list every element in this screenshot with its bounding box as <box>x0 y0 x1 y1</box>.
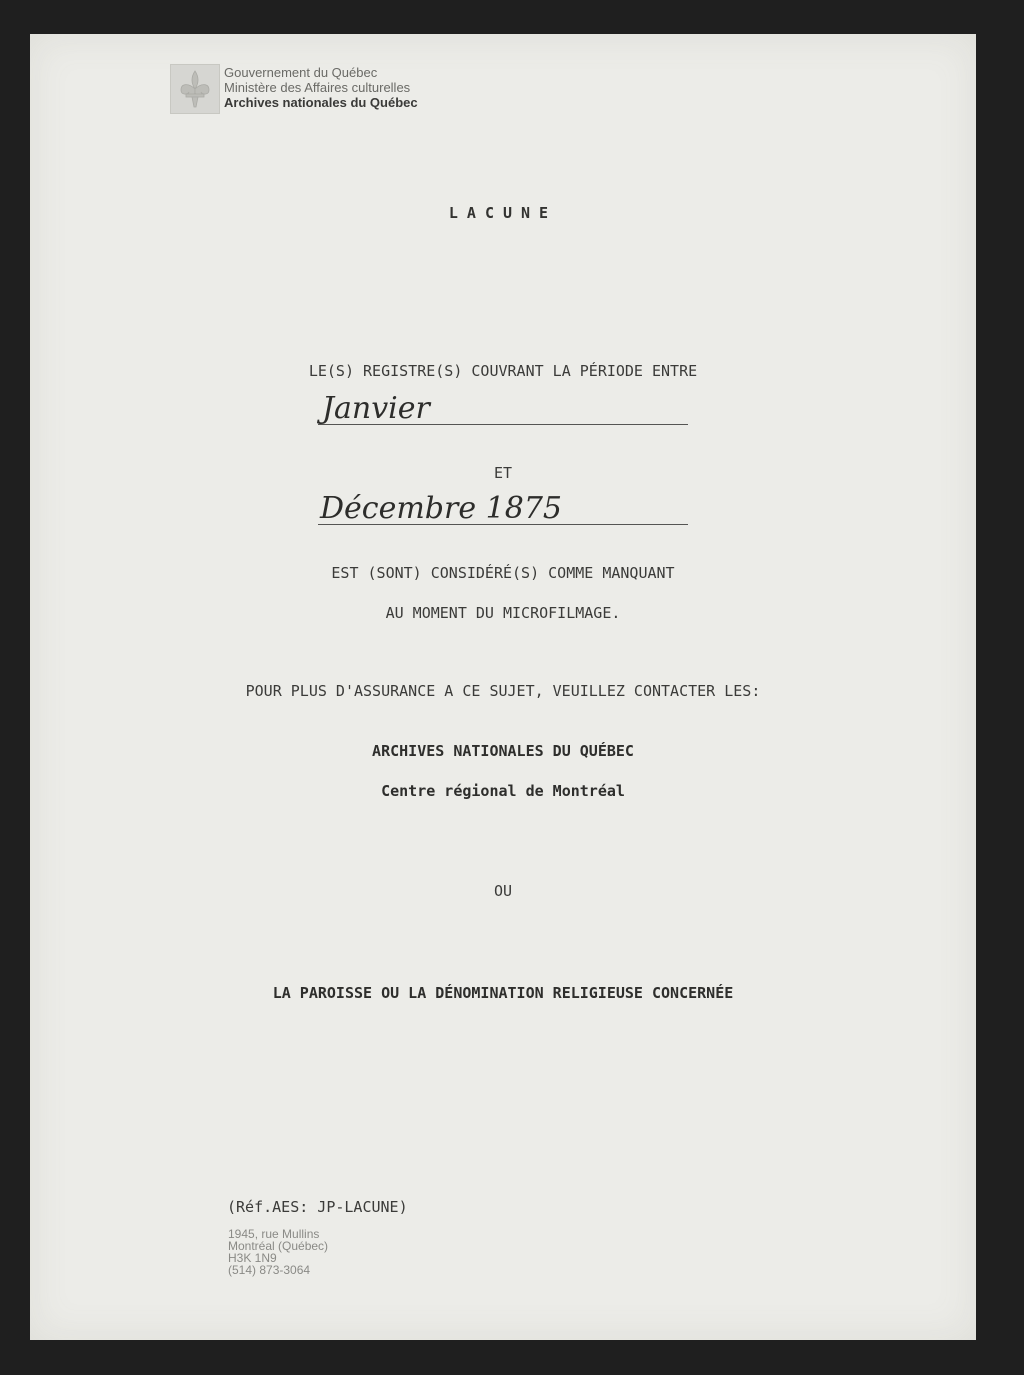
or-text: OU <box>493 882 513 900</box>
organization-name: ARCHIVES NATIONALES DU QUÉBEC <box>372 742 634 760</box>
fleur-de-lis-icon <box>170 64 220 114</box>
letterhead-text <box>224 65 544 110</box>
start-period-field <box>318 378 688 425</box>
organization-center: Centre régional de Montréal <box>381 782 625 800</box>
address-postal: H3K 1N9 <box>228 1251 277 1265</box>
letterhead-ministry: Ministère des Affaires culturelles <box>224 80 411 95</box>
address-city: Montréal (Québec) <box>228 1239 329 1253</box>
address-street: 1945, rue Mullins <box>228 1227 320 1241</box>
letterhead-government: Gouvernement du Québec <box>224 65 378 80</box>
end-period-field <box>318 478 688 525</box>
address-phone: (514) 873-3064 <box>228 1263 311 1277</box>
address-block <box>228 1228 328 1276</box>
start-period-handwritten: Janvier <box>322 391 430 426</box>
connector-text: ET <box>493 464 513 482</box>
contact-intro-text: POUR PLUS D'ASSURANCE A CE SUJET, VEUILLEZ CONTACTER LES: <box>245 682 761 700</box>
missing-text-line1: EST (SONT) CONSIDÉRÉ(S) COMME MANQUANT <box>331 564 675 582</box>
letterhead-archives: Archives nationales du Québec <box>224 95 418 110</box>
document-page <box>30 34 976 1340</box>
alternate-contact-text: LA PAROISSE OU LA DÉNOMINATION RELIGIEUSE CONCERNÉE <box>272 984 734 1002</box>
end-period-handwritten: Décembre 1875 <box>320 491 562 526</box>
missing-text-line2: AU MOMENT DU MICROFILMAGE. <box>385 604 621 622</box>
reference-code: (Réf.AES: JP-LACUNE) <box>227 1198 408 1216</box>
period-intro-text: LE(S) REGISTRE(S) COUVRANT LA PÉRIODE ENTRE <box>308 362 698 380</box>
document-title: LACUNE <box>448 204 558 222</box>
